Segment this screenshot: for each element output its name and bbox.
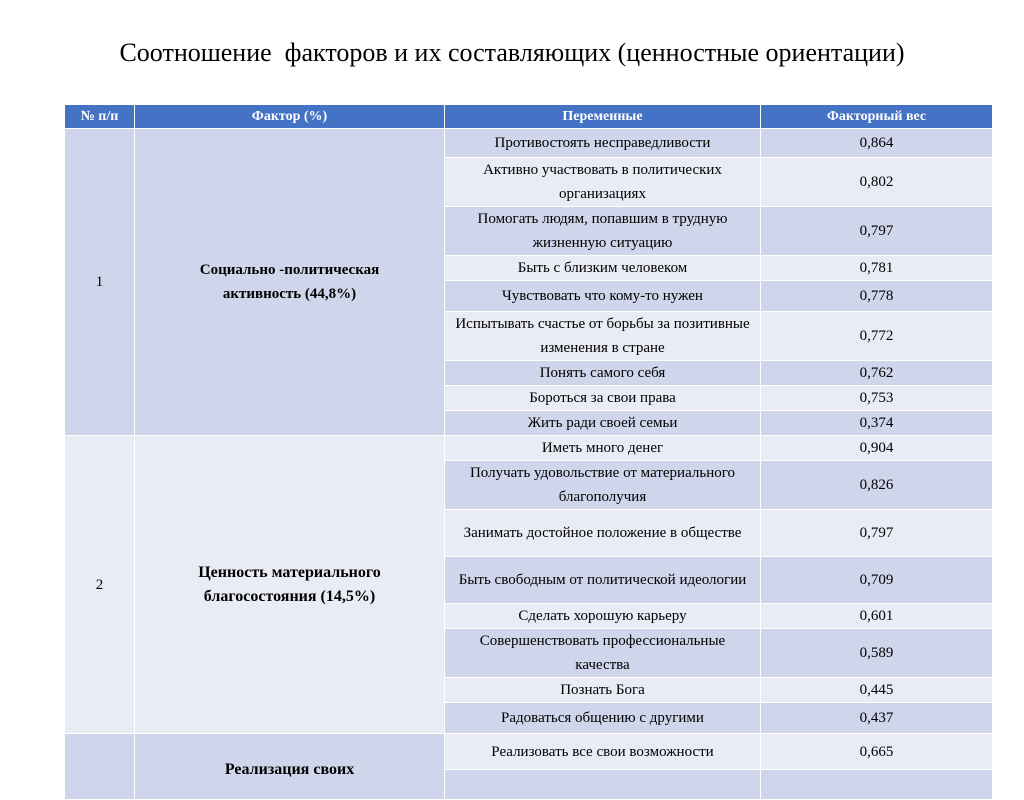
variable-cell: Получать удовольствие от материального благополучия [445,461,761,510]
weight-cell: 0,589 [761,629,993,678]
weight-cell: 0,762 [761,361,993,386]
weight-cell: 0,778 [761,281,993,312]
variable-cell: Бороться за свои права [445,386,761,411]
variable-cell: Жить ради своей семьи [445,411,761,436]
table-row [65,734,993,770]
weight-cell: 0,797 [761,510,993,557]
weight-cell: 0,864 [761,129,993,158]
variable-cell: Быть свободным от политической идеологии [445,557,761,604]
variable-cell: Быть с близким человеком [445,256,761,281]
factor-table [64,104,993,800]
weight-cell: 0,445 [761,678,993,703]
weight-cell-empty [761,770,993,800]
variable-cell: Реализовать все свои возможности [445,734,761,770]
table-header-row [65,105,993,129]
weight-cell: 0,772 [761,312,993,361]
variable-cell: Активно участвовать в политических организациях [445,158,761,207]
variable-cell-empty [445,770,761,800]
weight-cell: 0,797 [761,207,993,256]
variable-cell: Совершенствовать профессиональные качества [445,629,761,678]
table-row [65,129,993,158]
variable-cell: Познать Бога [445,678,761,703]
variable-cell: Радоваться общению с другими [445,703,761,734]
header-weight: Факторный вес [761,105,993,129]
header-num: № п/п [65,105,135,129]
factor-line: Социально -политическая [199,262,380,278]
weight-cell: 0,753 [761,386,993,411]
variable-cell: Чувствовать что кому-то нужен [445,281,761,312]
factor-name [135,129,445,436]
weight-cell: 0,601 [761,604,993,629]
weight-cell: 0,781 [761,256,993,281]
table-row [65,436,993,461]
factor-line: Реализация своих [224,761,355,778]
variable-cell: Понять самого себя [445,361,761,386]
variable-cell: Помогать людям, попавшим в трудную жизненную ситуацию [445,207,761,256]
variable-cell: Сделать хорошую карьеру [445,604,761,629]
slide-title: Соотношение факторов и их составляющих (ценностные ориентации) [119,38,905,67]
variable-cell: Иметь много денег [445,436,761,461]
weight-cell: 0,904 [761,436,993,461]
weight-cell: 0,374 [761,411,993,436]
factor-line: активность (44,8%) [222,286,357,302]
variable-cell: Противостоять несправедливости [445,129,761,158]
header-factor: Фактор (%) [135,105,445,129]
factor-line: Ценность материального [198,563,381,581]
group-number: 2 [65,436,135,734]
factor-line: благосостояния (14,5%) [203,587,376,605]
weight-cell: 0,709 [761,557,993,604]
weight-cell: 0,802 [761,158,993,207]
variable-cell: Занимать достойное положение в обществе [445,510,761,557]
group-number: 1 [65,129,135,436]
factor-name [135,436,445,734]
weight-cell: 0,826 [761,461,993,510]
header-variables: Переменные [445,105,761,129]
weight-cell: 0,437 [761,703,993,734]
weight-cell: 0,665 [761,734,993,770]
variable-cell: Испытывать счастье от борьбы за позитивные изменения в стране [445,312,761,361]
